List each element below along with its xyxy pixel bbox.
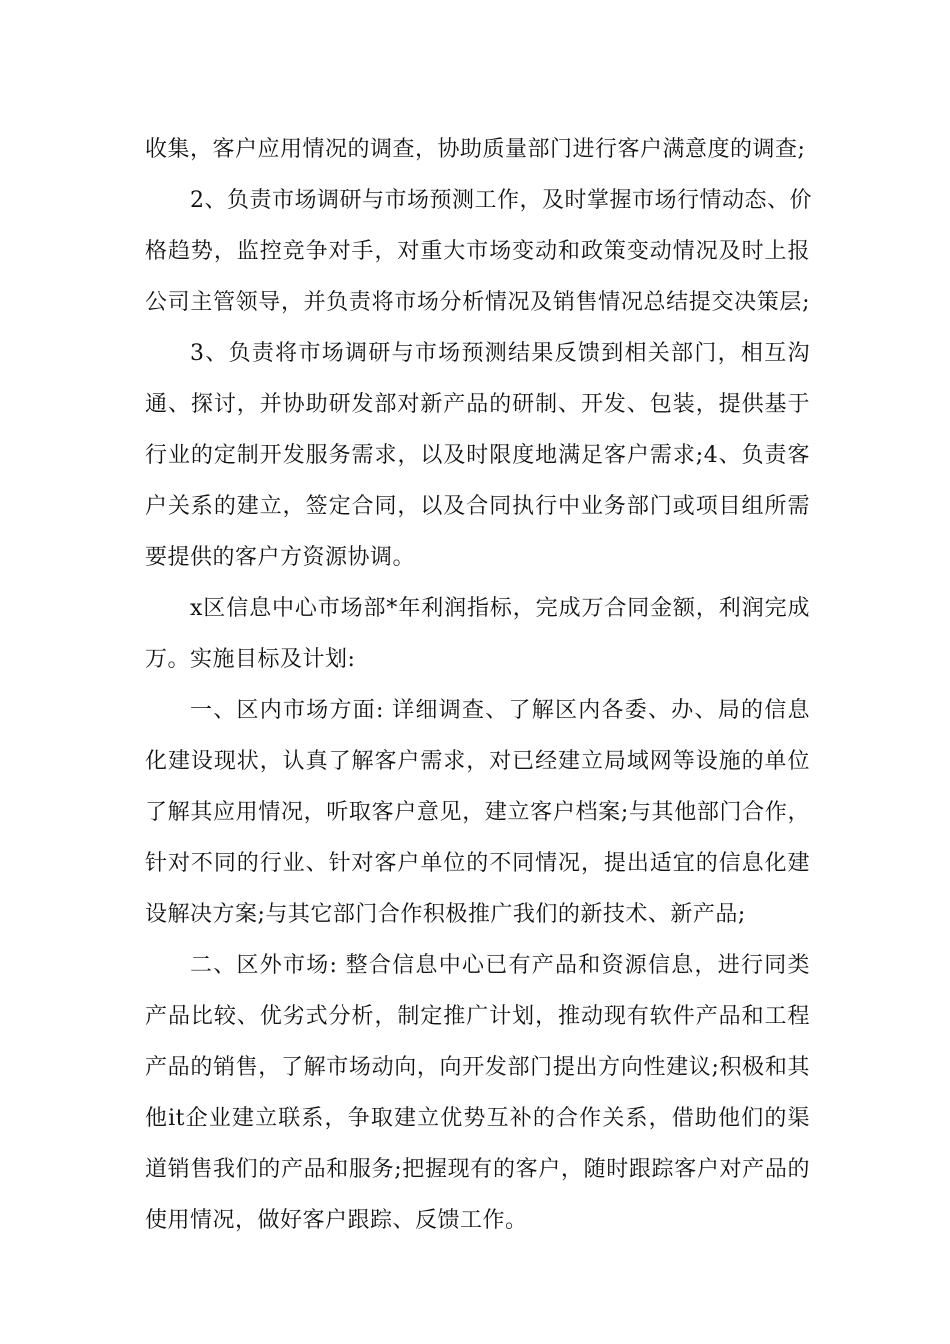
text-line: 设解决方案;与其它部门合作积极推广我们的新技术、新产品; xyxy=(145,902,746,927)
text-line: x区信息中心市场部*年利润指标，完成万合同金额，利润完成 xyxy=(190,596,810,621)
text-line: 公司主管领导，并负责将市场分析情况及销售情况总结提交决策层; xyxy=(145,290,810,315)
text-line: 使用情况，做好客户跟踪、反馈工作。 xyxy=(145,1208,528,1233)
text-line: 格趋势，监控竞争对手，对重大市场变动和政策变动情况及时上报 xyxy=(145,239,810,264)
text-line: 产品比较、优劣式分析，制定推广计划，推动现有软件产品和工程 xyxy=(145,1004,810,1029)
text-line: 要提供的客户方资源协调。 xyxy=(145,545,416,570)
text-line: 了解其应用情况，听取客户意见，建立客户档案;与其他部门合作， xyxy=(145,800,810,825)
text-line: 道销售我们的产品和服务;把握现有的客户，随时跟踪客户对产品的 xyxy=(145,1157,810,1182)
text-line: 万。实施目标及计划: xyxy=(145,647,356,672)
text-line: 收集，客户应用情况的调查，协助质量部门进行客户满意度的调查; xyxy=(145,137,806,162)
text-line: 通、探讨，并协助研发部对新产品的研制、开发、包装，提供基于 xyxy=(145,392,810,417)
text-line: 一、区内市场方面: 详细调查、了解区内各委、办、局的信息 xyxy=(190,698,810,723)
text-line: 户关系的建立，签定合同，以及合同执行中业务部门或项目组所需 xyxy=(145,494,810,519)
text-line: 二、区外市场: 整合信息中心已有产品和资源信息，进行同类 xyxy=(190,953,810,978)
text-line: 行业的定制开发服务需求，以及时限度地满足客户需求;4、负责客 xyxy=(145,443,810,468)
text-line: 3、负责将市场调研与市场预测结果反馈到相关部门，相互沟 xyxy=(190,341,810,366)
text-line: 产品的销售，了解市场动向，向开发部门提出方向性建议;积极和其 xyxy=(145,1055,810,1080)
text-line: 化建设现状，认真了解客户需求，对已经建立局域网等设施的单位 xyxy=(145,749,810,774)
text-line: 他it企业建立联系，争取建立优势互补的合作关系，借助他们的渠 xyxy=(145,1106,810,1131)
text-line: 2、负责市场调研与市场预测工作，及时掌握市场行情动态、价 xyxy=(190,188,812,213)
document-body xyxy=(145,124,810,1246)
text-line: 针对不同的行业、针对客户单位的不同情况，提出适宜的信息化建 xyxy=(145,851,810,876)
